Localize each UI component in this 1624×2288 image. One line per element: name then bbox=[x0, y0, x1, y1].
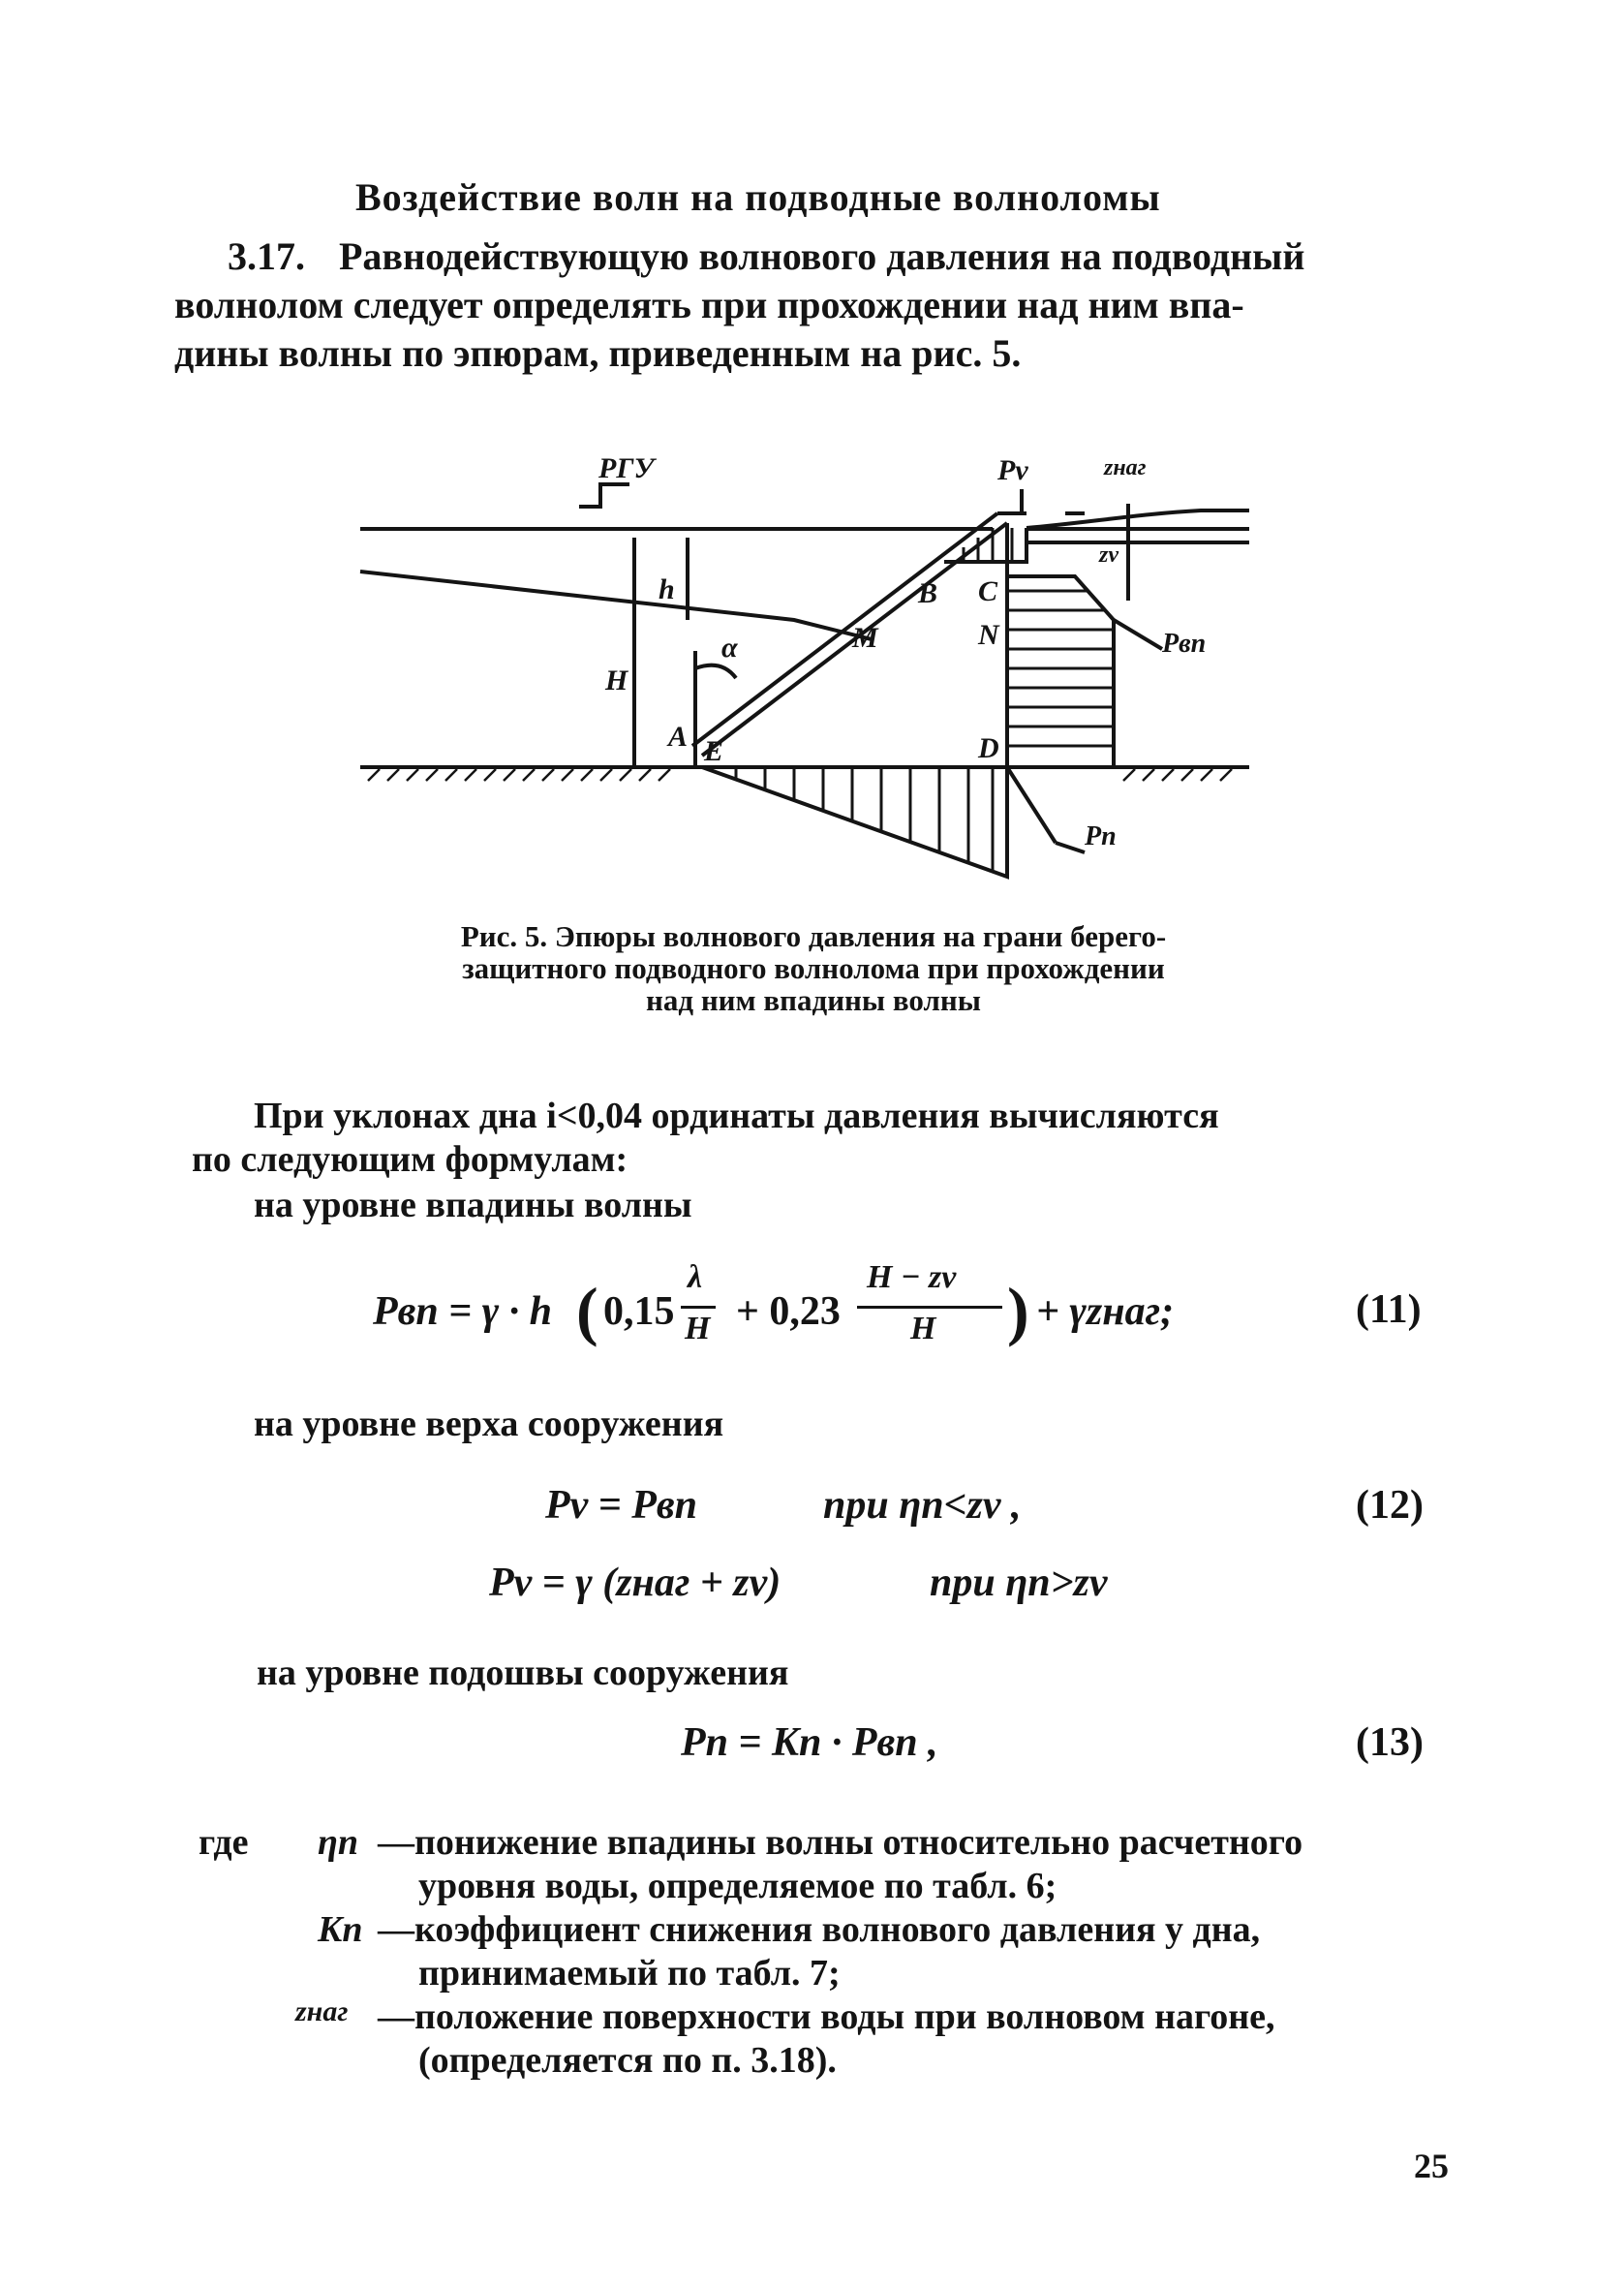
intro-line-3: на уровне впадины волны bbox=[254, 1185, 692, 1225]
section-number: 3.17. bbox=[228, 234, 305, 278]
definition-eta-line-1: —понижение впадины волны относительно расчетного bbox=[378, 1822, 1303, 1863]
label-H: H bbox=[605, 665, 628, 696]
formula-11-coef: 0,15 bbox=[603, 1289, 675, 1334]
wave-profile-curve bbox=[360, 572, 872, 639]
formula-11-tail: + γzнаг; bbox=[1036, 1289, 1175, 1334]
definition-k-line-2: принимаемый по табл. 7; bbox=[418, 1953, 841, 1994]
formula-12b-expr: Pv = γ (zнаг + zv) bbox=[489, 1561, 781, 1605]
label-pv: Pv bbox=[997, 454, 1028, 486]
label-pvn: Pвп bbox=[1162, 629, 1207, 659]
formula-12b-cond: при ηп>zv bbox=[930, 1561, 1108, 1605]
text-bottom-level: на уровне подошвы сооружения bbox=[257, 1653, 789, 1693]
formula-11-lhs: Pвп = γ · h bbox=[373, 1289, 553, 1334]
label-A: A bbox=[668, 721, 689, 753]
definition-znag-line-1: —положение поверхности воды при волновом нагоне, bbox=[378, 1996, 1275, 2037]
caption-line-3: над ним впадины волны bbox=[646, 983, 981, 1017]
breakwater-slope-outer bbox=[692, 513, 997, 746]
equation-number-12: (12) bbox=[1356, 1483, 1424, 1528]
rgu-marker bbox=[579, 484, 629, 507]
section-line-2: волнолом следует определять при прохождении над ним впа- bbox=[174, 283, 1244, 326]
definition-znag-symbol: zнаг bbox=[295, 1995, 349, 2027]
caption-line-1: Рис. 5. Эпюры волнового давления на грани берего- bbox=[460, 919, 1167, 953]
alpha-angle-arc bbox=[695, 665, 736, 678]
label-M: M bbox=[852, 622, 878, 654]
definition-k-line-1: —коэффициент снижения волнового давления у дна, bbox=[378, 1909, 1261, 1950]
equation-number-13: (13) bbox=[1356, 1720, 1424, 1765]
formula-11-lparen: ( bbox=[576, 1274, 598, 1347]
pressure-diagram-right bbox=[1007, 576, 1114, 767]
section-line-3: дины волны по эпюрам, приведенным на рис. 5. bbox=[174, 331, 1022, 375]
label-N: N bbox=[978, 619, 999, 651]
formula-11-rparen: ) bbox=[1007, 1274, 1029, 1347]
label-rgu: РГУ bbox=[598, 452, 655, 484]
page-number: 25 bbox=[1414, 2147, 1449, 2185]
wave-crest-curve bbox=[1026, 510, 1249, 528]
formula-11-frac2-num: H − zv bbox=[867, 1259, 957, 1295]
definition-znag-line-2: (определяется по п. 3.18). bbox=[418, 2040, 837, 2081]
label-D: D bbox=[978, 732, 999, 764]
formula-11-plus: + 0,23 bbox=[736, 1289, 841, 1334]
where-label: где bbox=[199, 1822, 249, 1863]
section-heading: Воздействие волн на подводные волноломы bbox=[355, 175, 1161, 219]
label-znag: zнаг bbox=[1104, 455, 1147, 480]
equation-number-11: (11) bbox=[1356, 1287, 1422, 1332]
formula-11-frac1-bar bbox=[681, 1306, 716, 1309]
formula-13-expr: Pп = Kп · Pвп , bbox=[681, 1720, 938, 1765]
caption-line-2: защитного подводного волнолома при прохождении bbox=[462, 951, 1165, 985]
pressure-diagram-bottom bbox=[702, 767, 1007, 877]
leader-pvn bbox=[1114, 620, 1162, 649]
label-alpha: α bbox=[721, 632, 738, 664]
formula-12a-cond: при ηп<zv , bbox=[823, 1483, 1022, 1528]
text-top-level: на уровне верха сооружения bbox=[254, 1404, 724, 1444]
label-zv: zv bbox=[1099, 542, 1118, 568]
leader-pn bbox=[1056, 843, 1085, 852]
intro-line-1: При уклонах дна i<0,04 ординаты давления вычисляются bbox=[254, 1096, 1219, 1136]
definition-eta-symbol: ηп bbox=[318, 1822, 358, 1863]
intro-line-2: по следующим формулам: bbox=[192, 1139, 628, 1180]
figure-caption bbox=[329, 920, 1298, 1016]
pressure-diagram-bottom-right bbox=[1007, 767, 1056, 843]
label-B: B bbox=[918, 577, 938, 609]
formula-11-frac2-den: H bbox=[910, 1311, 936, 1346]
label-C: C bbox=[978, 575, 998, 607]
label-h: h bbox=[659, 573, 675, 605]
definition-k-symbol: Kп bbox=[318, 1909, 363, 1950]
label-E: E bbox=[704, 735, 724, 767]
label-pn: Pп bbox=[1085, 821, 1117, 851]
section-line-1: Равнодействующую волнового давления на подводный bbox=[339, 234, 1305, 278]
formula-12a-expr: Pv = Pвп bbox=[545, 1483, 698, 1528]
formula-11-frac2-bar bbox=[857, 1306, 1002, 1309]
definition-eta-line-2: уровня воды, определяемое по табл. 6; bbox=[418, 1866, 1057, 1906]
formula-11-frac1-num: λ bbox=[688, 1259, 703, 1295]
formula-11-frac1-den: H bbox=[685, 1311, 711, 1346]
